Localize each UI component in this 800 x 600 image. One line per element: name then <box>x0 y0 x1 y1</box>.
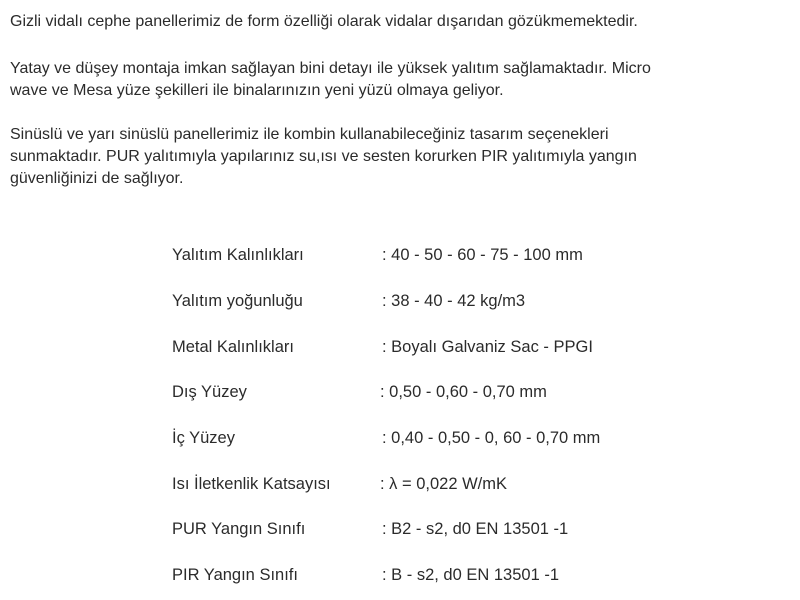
spec-label: PIR Yangın Sınıfı <box>172 566 298 584</box>
spec-row-pir-fire-class <box>172 563 772 587</box>
spec-label: Dış Yüzey <box>172 383 247 401</box>
spec-value: : 0,50 - 0,60 - 0,70 mm <box>380 383 547 401</box>
spec-value: : Boyalı Galvaniz Sac - PPGI <box>382 338 593 356</box>
spec-row-inner-surface <box>172 426 772 450</box>
spec-row-pur-fire-class <box>172 517 772 541</box>
spec-row-thermal-conductivity <box>172 472 772 496</box>
paragraph-mounting: Yatay ve düşey montaja imkan sağlayan bini detayı ile yüksek yalıtım sağlamaktadır. Micro wave ve Mesa yüze şekilleri ile binalarınızın yeni yüzü olmaya geliyor. <box>10 60 651 99</box>
spec-row-insulation-density <box>172 289 772 313</box>
spec-label: İç Yüzey <box>172 429 235 447</box>
spec-value: : B2 - s2, d0 EN 13501 -1 <box>382 520 569 538</box>
spec-row-insulation-thickness <box>172 243 772 267</box>
spec-row-metal-thickness <box>172 335 772 359</box>
spec-value: : B - s2, d0 EN 13501 -1 <box>382 566 560 584</box>
paragraph-hidden-screw: Gizli vidalı cephe panellerimiz de form özelliği olarak vidalar dışarıdan gözükmemektedir. <box>10 13 638 30</box>
spec-value: : 0,40 - 0,50 - 0, 60 - 0,70 mm <box>382 429 601 447</box>
spec-label: Isı İletkenlik Katsayısı <box>172 475 331 493</box>
spec-label: Yalıtım yoğunluğu <box>172 292 303 310</box>
spec-value: : λ = 0,022 W/mK <box>380 475 508 493</box>
spec-label: Yalıtım Kalınlıkları <box>172 246 304 264</box>
spec-label: PUR Yangın Sınıfı <box>172 520 306 538</box>
paragraph-design-options: Sinüslü ve yarı sinüslü panellerimiz ile kombin kullanabileceğiniz tasarım seçenekleri sunmaktadır. PUR yalıtımıyla yapılarınız su,ısı ve sesten korurken PIR yalıtımıyla yangın güvenliğinizi de sağlıyor. <box>10 126 637 187</box>
spec-value: : 40 - 50 - 60 - 75 - 100 mm <box>382 246 583 264</box>
spec-label: Metal Kalınlıkları <box>172 338 294 356</box>
spec-value: : 38 - 40 - 42 kg/m3 <box>382 292 526 310</box>
spec-row-outer-surface <box>172 380 772 404</box>
